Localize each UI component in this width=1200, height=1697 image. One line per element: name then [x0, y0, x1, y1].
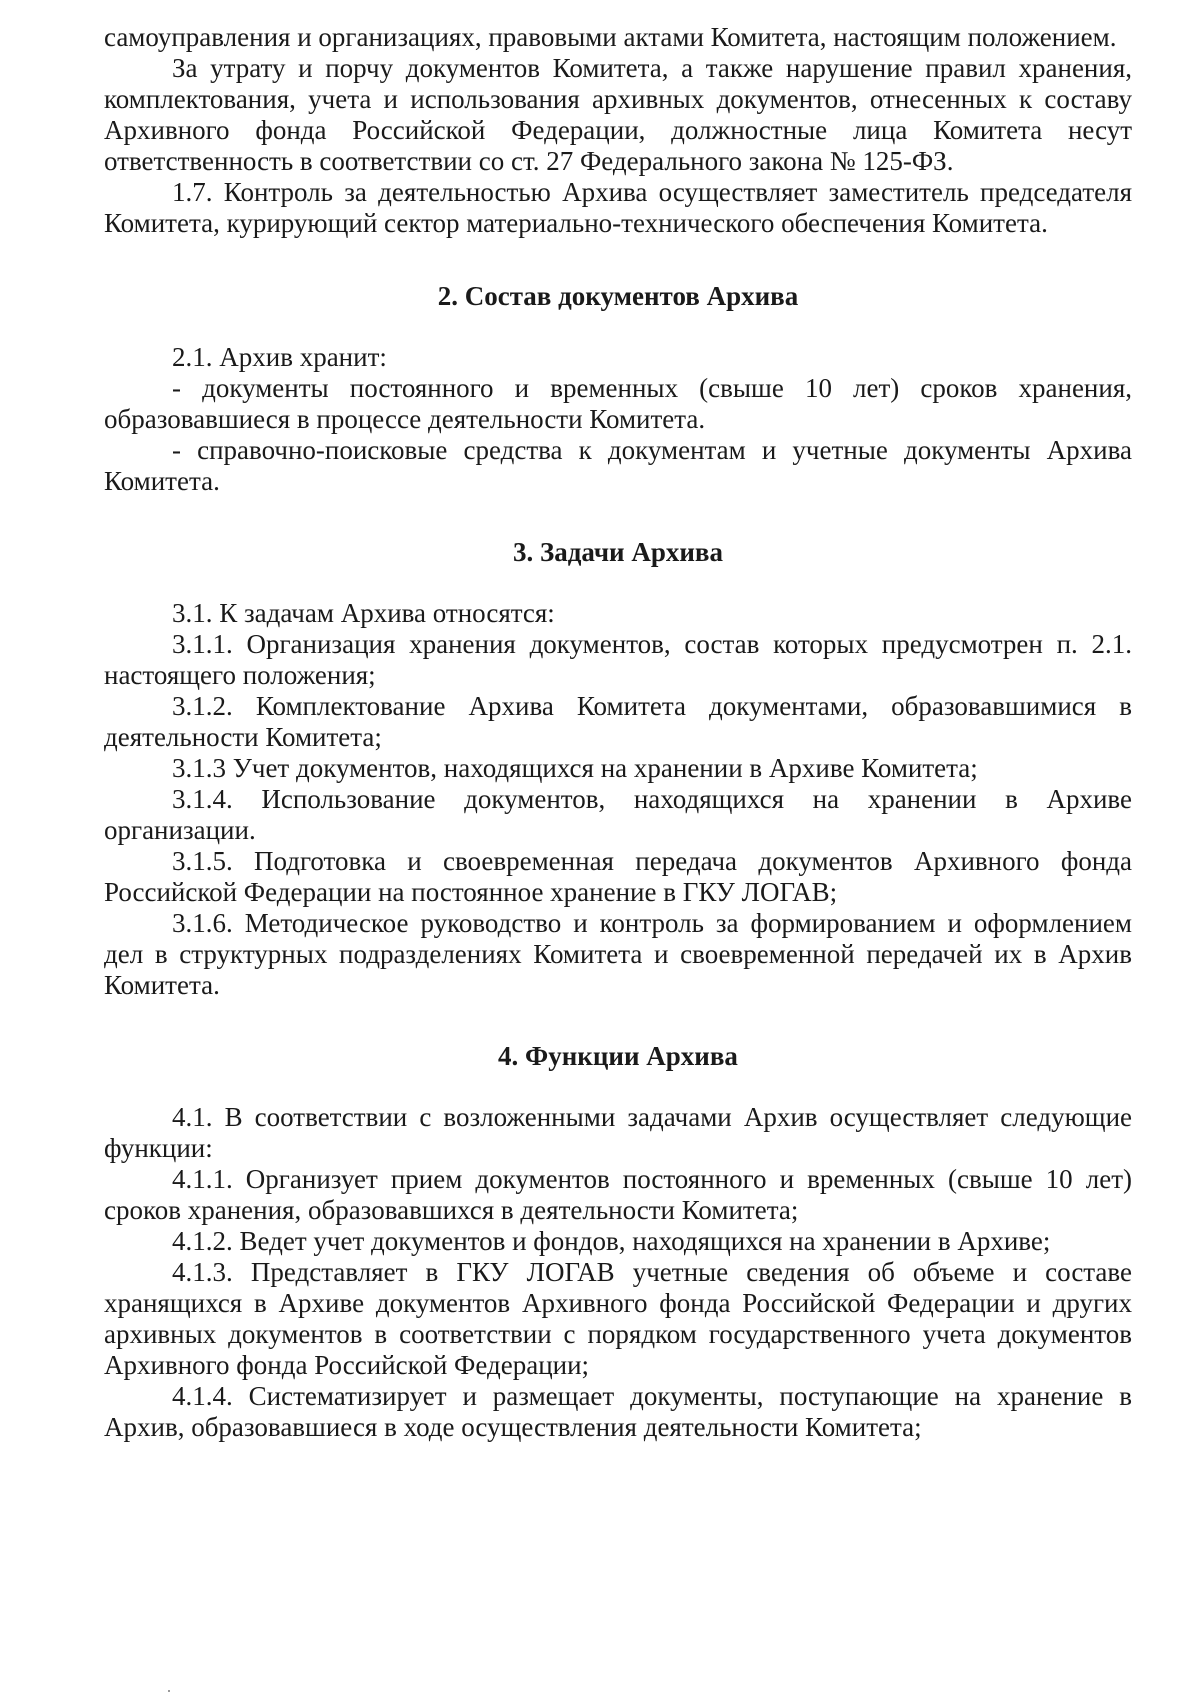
list-item-reference-tools: - справочно-поисковые средства к документам и учетные документы Архива Комитета.: [104, 435, 1132, 496]
paragraph-4-1: 4.1. В соответствии с возложенными задачами Архив осуществляет следующие функции:: [104, 1102, 1132, 1163]
scan-speck: [168, 1690, 170, 1692]
paragraph-3-1: 3.1. К задачам Архива относятся:: [172, 598, 555, 628]
paragraph-3-1-1: 3.1.1. Организация хранения документов, состав которых предусмотрен п. 2.1. настоящего положения;: [104, 629, 1132, 690]
paragraph-2-1: 2.1. Архив хранит:: [172, 342, 387, 372]
paragraph-4-1-4: 4.1.4. Систематизирует и размещает документы, поступающие на хранение в Архив, образовавшиеся в ходе осуществления деятельности Комитета;: [104, 1381, 1132, 1442]
section-4-heading: 4. Функции Архива: [498, 1041, 738, 1071]
paragraph-intro-continuation: самоуправления и организациях, правовыми актами Комитета, настоящим положением.: [104, 22, 1117, 52]
paragraph-1-7-control: 1.7. Контроль за деятельностью Архива осуществляет заместитель председателя Комитета, курирующий сектор материально-технического обеспечения Комитета.: [104, 177, 1132, 238]
paragraph-3-1-5: 3.1.5. Подготовка и своевременная передача документов Архивного фонда Российской Федерации на постоянное хранение в ГКУ ЛОГАВ;: [104, 846, 1132, 907]
paragraph-3-1-2: 3.1.2. Комплектование Архива Комитета документами, образовавшимися в деятельности Комитета;: [104, 691, 1132, 752]
section-2-heading: 2. Состав документов Архива: [437, 281, 799, 311]
list-item-documents: - документы постоянного и временных (свыше 10 лет) сроков хранения, образовавшиеся в процессе деятельности Комитета.: [104, 373, 1132, 434]
document-body: [104, 22, 1132, 1443]
section-3-heading: 3. Задачи Архива: [512, 537, 723, 567]
paragraph-4-1-3: 4.1.3. Представляет в ГКУ ЛОГАВ учетные сведения об объеме и составе хранящихся в Архиве документов Архивного фонда Российской Федерации и других архивных документов в соответствии с порядком государственного учета документов Архивного фонда Российской Федерации;: [104, 1257, 1132, 1380]
paragraph-responsibility: За утрату и порчу документов Комитета, а также нарушение правил хранения, комплектования, учета и использования архивных документов, отнесенных к составу Архивного фонда Российской Федерации, должностные лица Комитета несут ответственность в соответствии со ст. 27 Федерального закона № 125-ФЗ.: [104, 53, 1132, 176]
paragraph-4-1-1: 4.1.1. Организует прием документов постоянного и временных (свыше 10 лет) сроков хранения, образовавшихся в деятельности Комитета;: [104, 1164, 1132, 1225]
paragraph-3-1-3: 3.1.3 Учет документов, находящихся на хранении в Архиве Комитета;: [172, 753, 978, 783]
paragraph-3-1-6: 3.1.6. Методическое руководство и контроль за формированием и оформлением дел в структурных подразделениях Комитета и своевременной передачей их в Архив Комитета.: [104, 908, 1132, 1000]
paragraph-4-1-2: 4.1.2. Ведет учет документов и фондов, находящихся на хранении в Архиве;: [172, 1226, 1051, 1256]
paragraph-3-1-4: 3.1.4. Использование документов, находящихся на хранении в Архиве организации.: [104, 784, 1132, 845]
